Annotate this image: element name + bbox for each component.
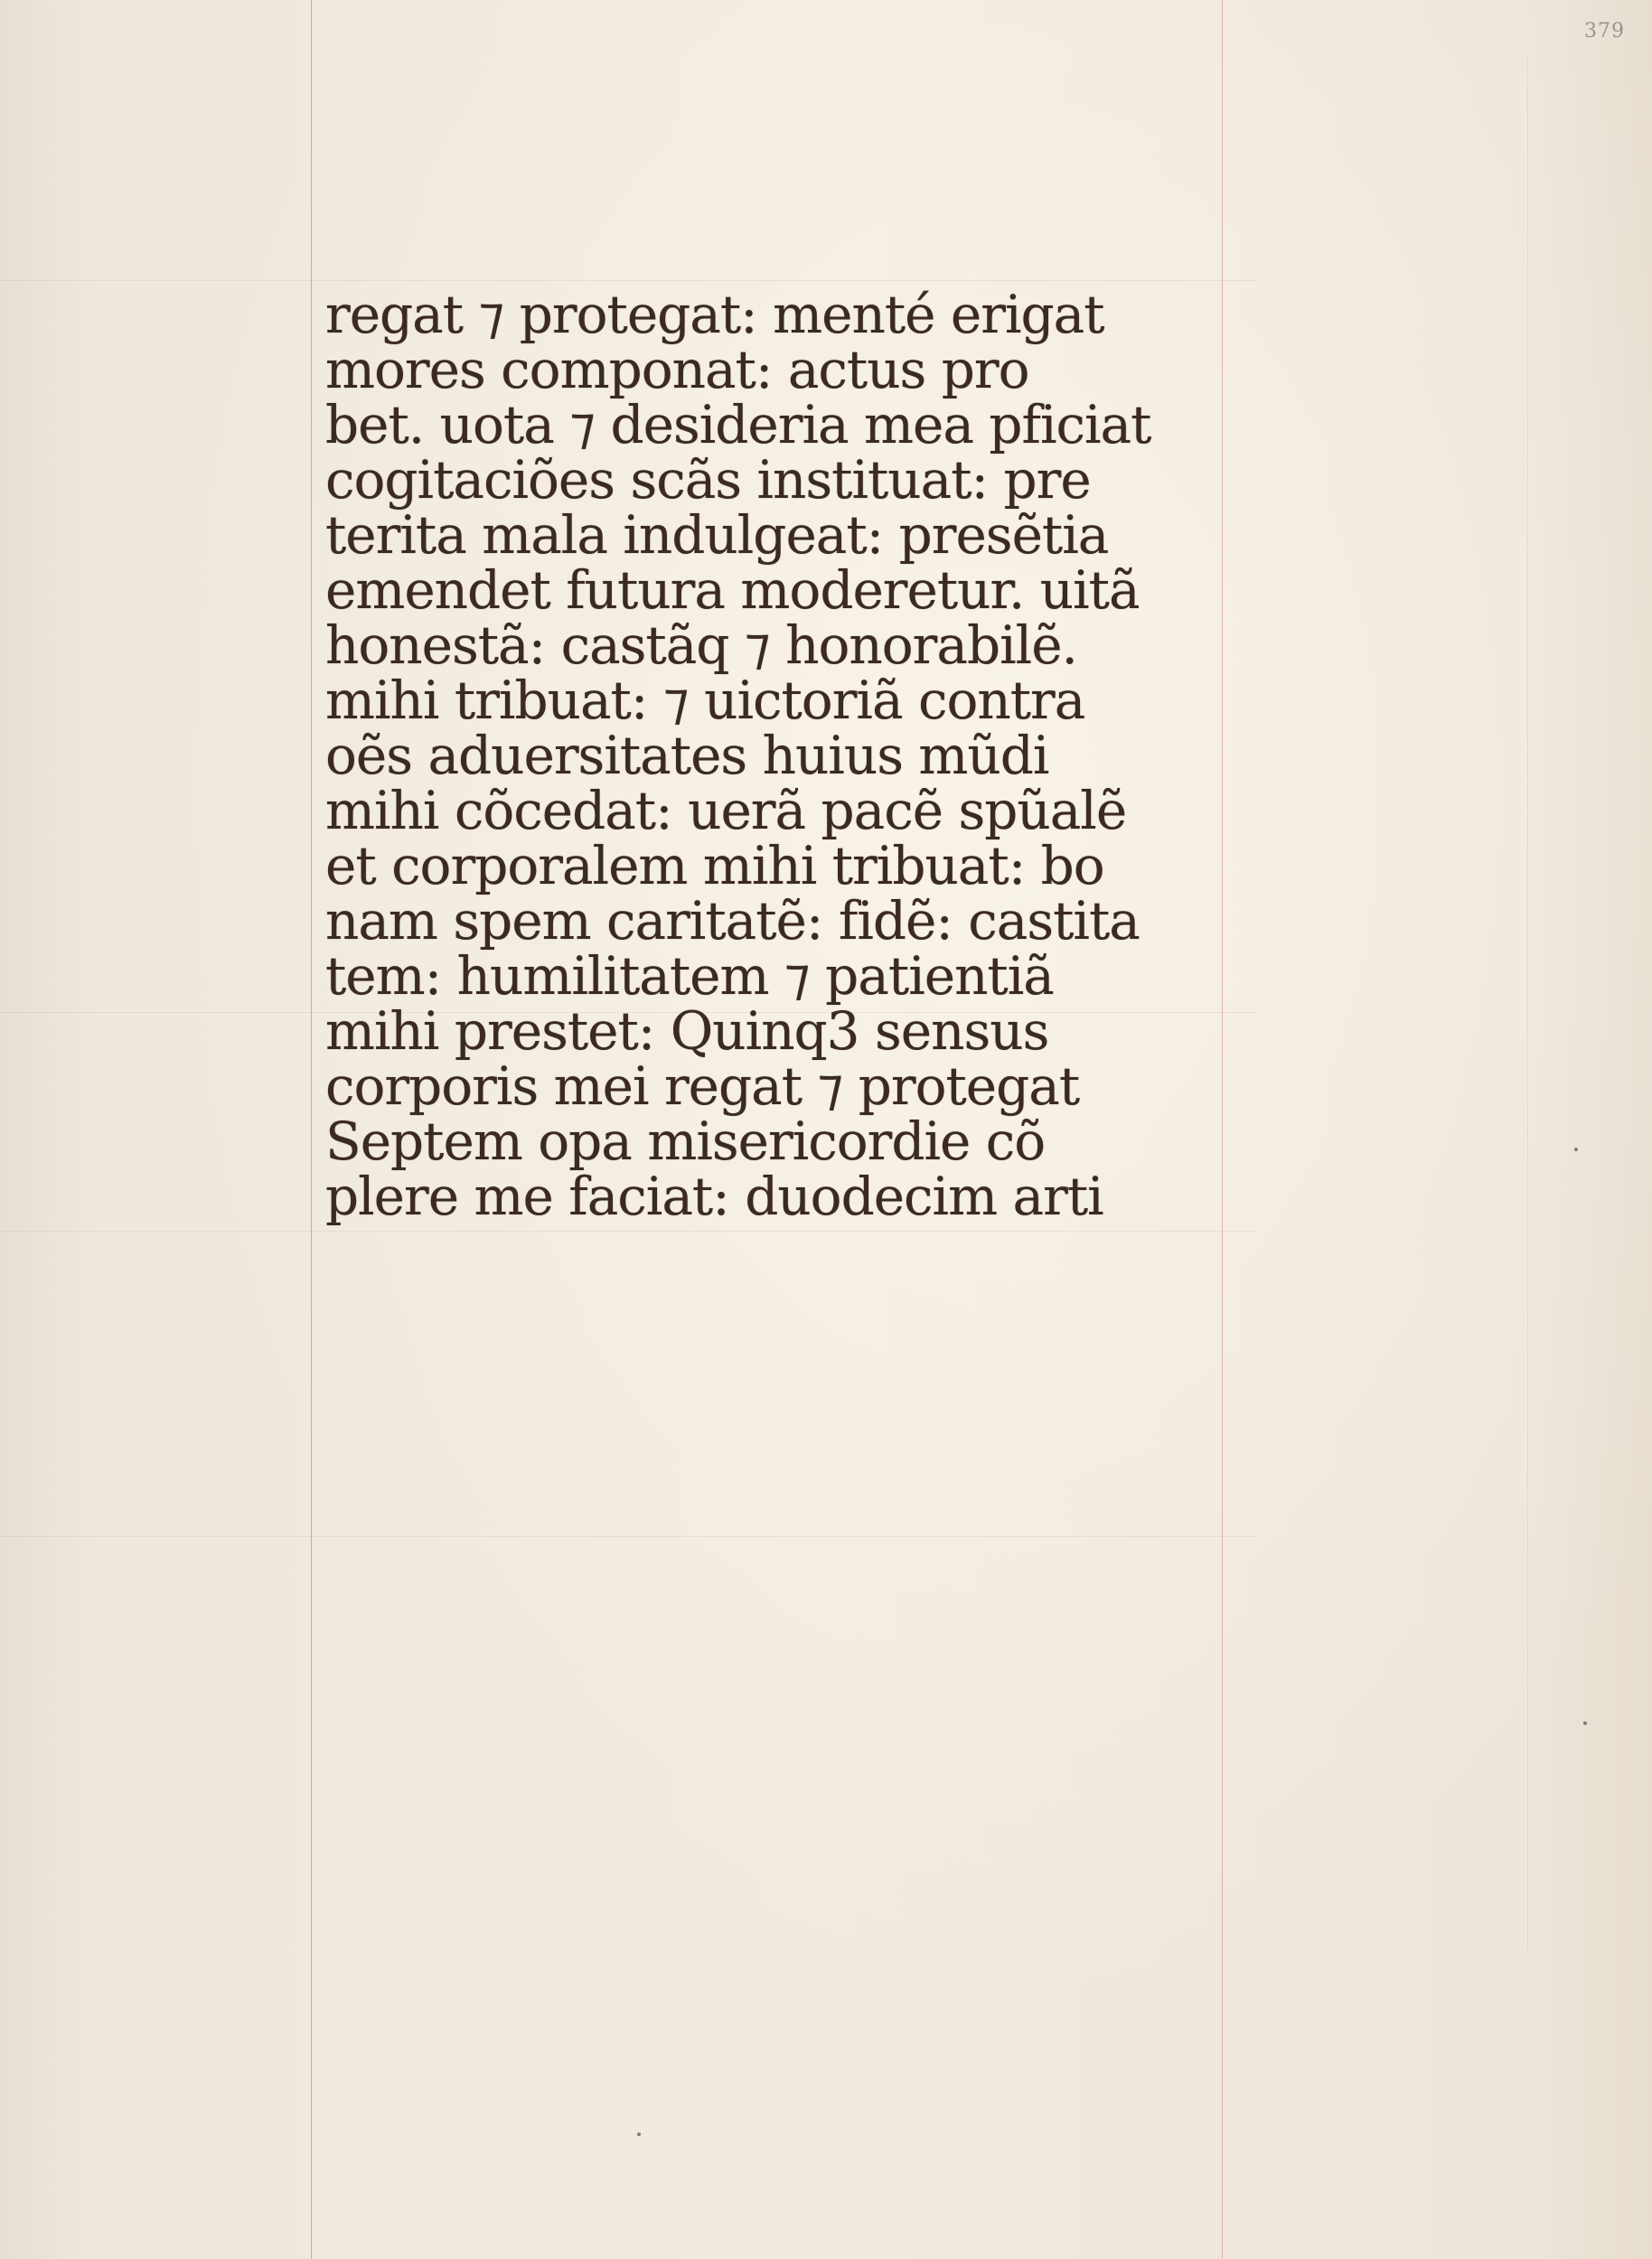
text-line: emendet futura moderetur. uitã [325, 559, 1140, 621]
text-line: honestã: castãq ⁊ honorabilẽ. [325, 614, 1077, 676]
ruling-line [0, 1231, 1256, 1232]
text-line: oẽs aduersitates huius mũdi [325, 725, 1049, 786]
text-line: terita mala indulgeat: presẽtia [325, 504, 1109, 566]
text-line: mihi cõcedat: uerã pacẽ spũalẽ [325, 780, 1127, 841]
ruling-line [0, 280, 1256, 281]
folio-number: 379 [1584, 20, 1625, 42]
ink-speck [637, 2132, 641, 2136]
text-line: mores componat: actus pro [325, 339, 1029, 400]
text-line: cogitaciões scãs instituat: pre [325, 449, 1091, 511]
text-line: mihi prestet: Quinq3 sensus [325, 1000, 1049, 1062]
page-edge-shadow [1527, 54, 1528, 1952]
text-line: et corporalem mihi tribuat: bo [325, 835, 1104, 896]
text-line: regat ⁊ protegat: menté erigat [325, 284, 1104, 345]
left-margin-rule [311, 0, 312, 2259]
text-line: tem: humilitatem ⁊ patientiã [325, 945, 1054, 1007]
ink-speck [1574, 1148, 1578, 1151]
text-block [325, 284, 1238, 1227]
text-line: bet. uota ⁊ desideria mea pficiat [325, 394, 1151, 455]
text-line: mihi tribuat: ⁊ uictoriã contra [325, 670, 1085, 731]
ruling-line [0, 1536, 1256, 1537]
text-line: plere me faciat: duodecim arti [325, 1166, 1103, 1227]
text-line: nam spem caritatẽ: fidẽ: castita [325, 890, 1140, 951]
text-line: Septem opa misericordie cõ [325, 1111, 1046, 1172]
text-line: corporis mei regat ⁊ protegat [325, 1055, 1080, 1117]
ink-speck [1583, 1721, 1587, 1725]
